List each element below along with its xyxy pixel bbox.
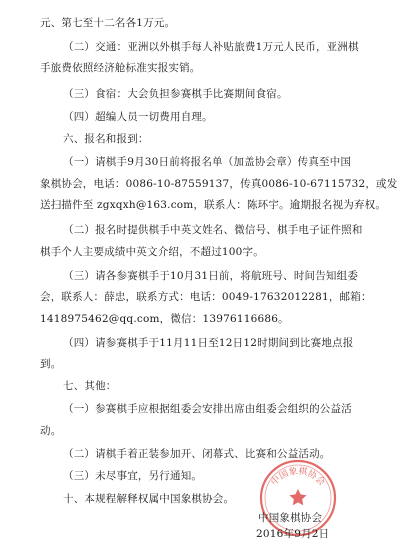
text-line: 送扫描件至 zgxqxh@163.com，联系人：陈环宇。逾期报名视为弃权。 — [40, 199, 387, 211]
text-line: （二）报名时提供棋手中英文姓名、微信号、棋手电子证件照和 — [63, 224, 363, 236]
text-line: 到。 — [40, 358, 62, 370]
text-line: 会，联系人：薛忠，联系方式：电话：0049-17632012281，邮箱： — [40, 291, 372, 303]
text-line: （三）食宿：大会负担参赛棋手比赛期间食宿。 — [63, 88, 288, 100]
signature: 中国象棋协会 — [258, 512, 323, 524]
text-line: （四）请参赛棋手于11月11日至12日12时期间到比赛地点报 — [63, 337, 354, 349]
text-line: 棋手个人主要成绩中英文介绍，不超过100字。 — [40, 246, 264, 258]
seal-graphic — [258, 458, 338, 538]
section-heading: 七、其他： — [63, 380, 117, 392]
text-line: （一）参赛棋手应根据组委会安排出席由组委会组织的公益活 — [63, 403, 352, 415]
text-line: （二）请棋手着正装参加开、闭幕式、比赛和公益活动。 — [63, 448, 331, 460]
text-line: （三）请各参赛棋手于10月31日前，将航班号、时间告知组委 — [63, 270, 359, 282]
text-line: 手旅费依照经济舱标准实报实销。 — [40, 62, 201, 74]
signature-date: 2016年9月2日 — [256, 528, 330, 540]
text-line: 元、第七至十二名各1万元。 — [40, 17, 176, 29]
section-heading: 十、本规程解释权属中国象棋协会。 — [63, 493, 235, 505]
text-line: （三）未尽事宜，另行通知。 — [63, 470, 203, 482]
text-line: 象棋协会，电话：0086-10-87559137，传真0086-10-67115732，或发 — [40, 178, 398, 190]
seal-stamp — [258, 458, 338, 538]
text-line: 动。 — [40, 425, 62, 437]
text-line: 1418975462@qq.com，微信：13976116686。 — [40, 313, 289, 325]
text-line: （一）请棋手9月30日前将报名单（加盖协会章）传真至中国 — [63, 156, 352, 168]
text-line: （四）超编人员一切费用自理。 — [63, 111, 213, 123]
section-heading: 六、报名和报到： — [63, 133, 149, 145]
seal-lettering: 中国象棋协会 — [269, 466, 327, 488]
text-line: （二）交通：亚洲以外棋手每人补贴旅费1万元人民币，亚洲棋 — [63, 41, 359, 53]
